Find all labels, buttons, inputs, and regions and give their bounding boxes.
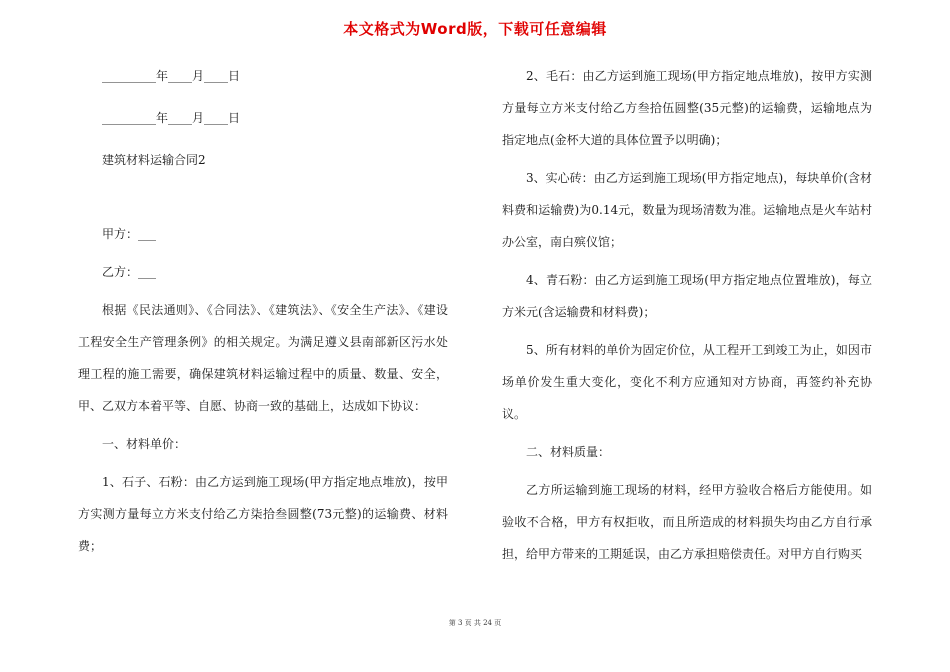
spacer (78, 92, 448, 102)
clause-bluestone-powder: 4、青石粉：由乙方运到施工现场(甲方指定地点位置堆放)，每立方米元(含运输费和材料费)； (502, 273, 872, 319)
word-format-banner: 本文格式为Word版，下载可任意编辑 (343, 20, 607, 38)
spacer (78, 176, 448, 218)
clause-solid-brick: 3、实心砖：由乙方运到施工现场(甲方指定地点)，每块单价(含材料费和运输费)为0.14元，数量为现场清数为准。运输地点是火车站村办公室，南白殡仪馆； (502, 171, 872, 249)
right-column (502, 60, 872, 570)
clause-fixed-price: 5、所有材料的单价为固定价位，从工程开工到竣工为止，如因市场单价发生重大变化，变化不利方应通知对方协商，再签约补充协议。 (502, 343, 872, 421)
clause-rubble-stone: 2、毛石：由乙方运到施工现场(甲方指定地点堆放)，按甲方实测方量每立方米支付给乙方叁拾伍圆整(35元整)的运输费，运输地点为指定地点(金杯大道的具体位置予以明确)； (502, 69, 872, 147)
spacer (78, 134, 448, 144)
section-heading-unit-price: 一、材料单价： (102, 437, 187, 451)
left-column (78, 60, 448, 562)
section-heading-quality: 二、材料质量： (526, 445, 611, 459)
preamble-paragraph: 根据《民法通则》、《合同法》、《建筑法》、《安全生产法》、《建设工程安全生产管理条例》的相关规定。为满足遵义县南部新区污水处理工程的施工需要，确保建筑材料运输过程中的质量、数量、安全，甲、乙双方本着平等、自愿、协商一致的基础上，达成如下协议： (78, 303, 448, 413)
date-line-1: _________年____月____日 (102, 69, 241, 83)
party-a-line: 甲方：___ (102, 227, 157, 241)
page-number-footer: 第 3 页 共 24 页 (448, 619, 502, 627)
clause-stone-powder: 1、石子、石粉：由乙方运到施工现场(甲方指定地点堆放)，按甲方实测方量每立方米支付给乙方柒拾叁圆整(73元整)的运输费、材料费； (78, 475, 448, 553)
clause-quality-inspection: 乙方所运输到施工现场的材料，经甲方验收合格后方能使用。如验收不合格，甲方有权拒收，而且所造成的材料损失均由乙方自行承担，给甲方带来的工期延误，由乙方承担赔偿责任。对甲方自行购买 (502, 483, 872, 561)
party-b-line: 乙方：___ (102, 265, 157, 279)
contract-title: 建筑材料运输合同2 (102, 153, 206, 167)
date-line-2: _________年____月____日 (102, 111, 241, 125)
